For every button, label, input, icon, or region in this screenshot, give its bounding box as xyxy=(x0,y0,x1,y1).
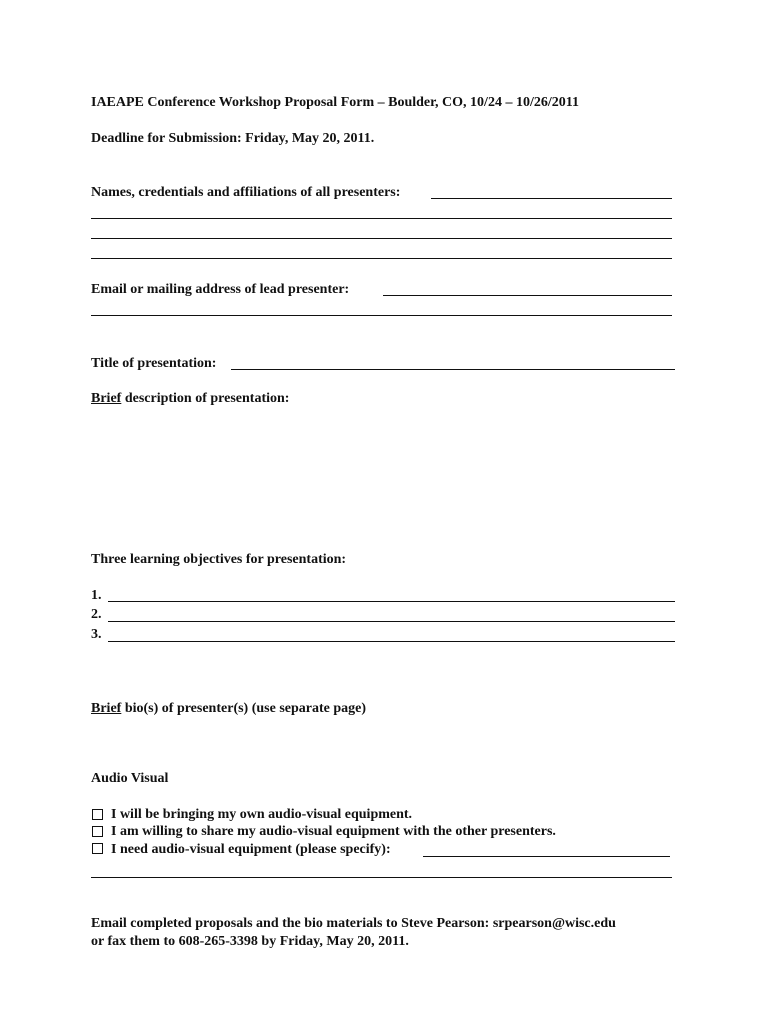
brief-word: Brief xyxy=(91,701,122,716)
av-specify-field-line[interactable] xyxy=(423,856,670,857)
need-equipment-checkbox[interactable] xyxy=(92,843,103,854)
brief-word: Brief xyxy=(91,391,122,406)
objective-field-line[interactable] xyxy=(108,621,675,622)
objective-field-line[interactable] xyxy=(108,601,675,602)
submission-instructions: Email completed proposals and the bio materials to Steve Pearson: srpearson@wisc.edu xyxy=(91,916,616,931)
email-label: Email or mailing address of lead presenter: xyxy=(91,282,350,297)
presentation-title-field-line[interactable] xyxy=(231,369,675,370)
form-title: IAEAPE Conference Workshop Proposal Form – Boulder, CO, 10/24 – 10/26/2011 xyxy=(91,95,579,110)
av-specify-field-line[interactable] xyxy=(91,877,672,878)
share-equipment-checkbox[interactable] xyxy=(92,826,103,837)
objectives-heading: Three learning objectives for presentation: xyxy=(91,552,347,567)
presenters-field-line[interactable] xyxy=(91,258,672,259)
av-option-label: I need audio-visual equipment (please specify): xyxy=(111,842,391,857)
deadline-text: Deadline for Submission: Friday, May 20, 2011. xyxy=(91,131,375,146)
presenters-field-line[interactable] xyxy=(431,198,672,199)
submission-instructions: or fax them to 608-265-3398 by Friday, May 20, 2011. xyxy=(91,934,409,949)
description-label xyxy=(91,391,289,407)
bio-label-rest: bio(s) of presenter(s) (use separate page) xyxy=(121,701,367,716)
objective-field-line[interactable] xyxy=(108,641,675,642)
presentation-title-label: Title of presentation: xyxy=(91,356,217,371)
audio-visual-heading: Audio Visual xyxy=(91,771,169,786)
email-field-line[interactable] xyxy=(383,295,672,296)
presenters-field-line[interactable] xyxy=(91,238,672,239)
objective-number: 1. xyxy=(91,588,102,603)
presenters-label: Names, credentials and affiliations of all presenters: xyxy=(91,185,401,200)
description-area[interactable] xyxy=(91,412,675,537)
av-option-label: I will be bringing my own audio-visual equipment. xyxy=(111,807,413,822)
email-field-line[interactable] xyxy=(91,315,672,316)
own-equipment-checkbox[interactable] xyxy=(92,809,103,820)
av-option-label: I am willing to share my audio-visual equipment with the other presenters. xyxy=(111,824,556,839)
presenters-field-line[interactable] xyxy=(91,218,672,219)
objective-number: 3. xyxy=(91,627,102,642)
objective-number: 2. xyxy=(91,607,102,622)
bio-label xyxy=(91,701,366,717)
description-label-rest: description of presentation: xyxy=(121,391,290,406)
